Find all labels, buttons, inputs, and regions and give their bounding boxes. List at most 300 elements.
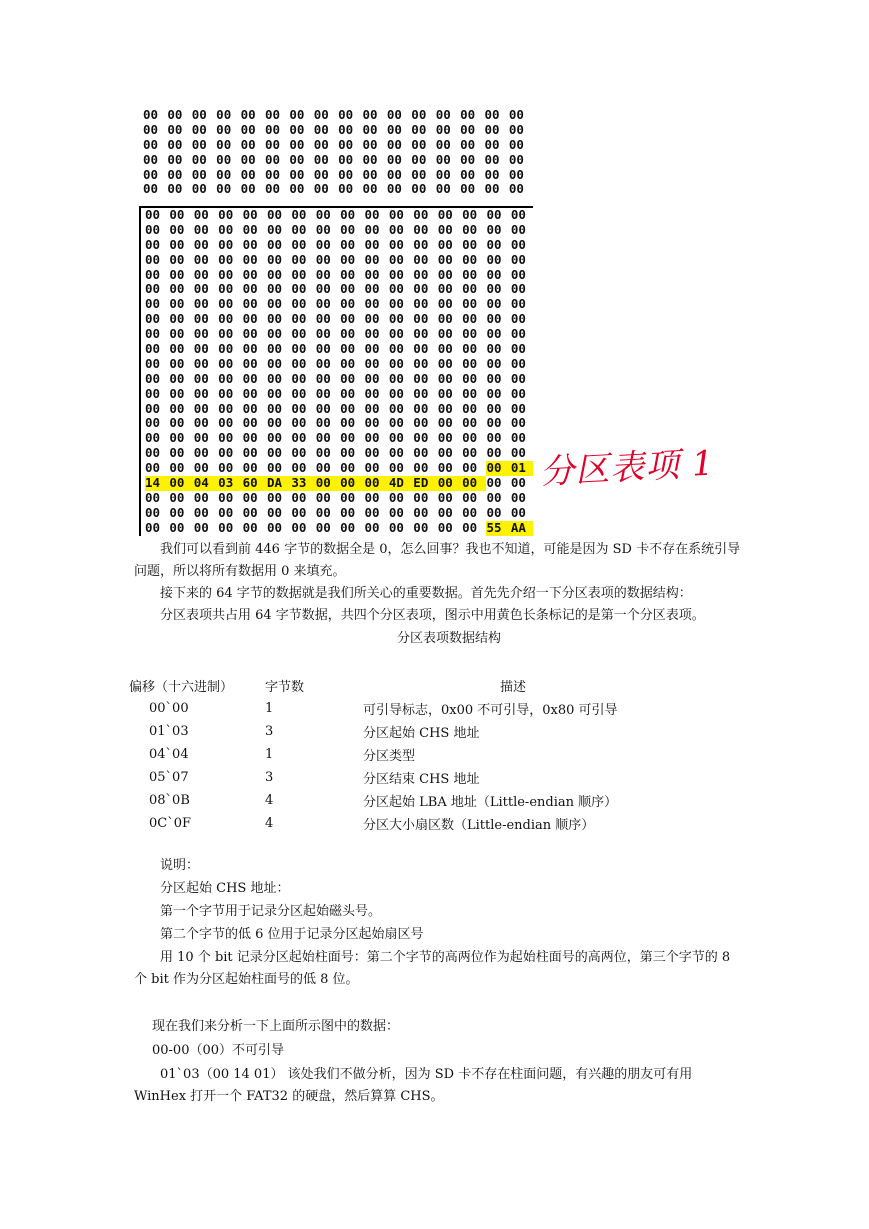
hex-byte: 00: [388, 415, 404, 431]
hex-byte: 00: [364, 355, 380, 371]
hex-byte: 00: [169, 370, 185, 386]
hex-byte: 00: [264, 166, 281, 182]
hex-byte: 00: [340, 445, 356, 461]
hex-byte: 00: [266, 385, 283, 401]
hex-byte: 00: [242, 445, 258, 461]
hex-byte: 00: [145, 355, 161, 371]
hex-byte: 00: [242, 251, 258, 267]
hex-byte: 00: [486, 207, 502, 222]
hex-byte: 00: [169, 504, 185, 520]
hex-byte: 00: [462, 385, 478, 401]
cell-offset: 00`00: [149, 701, 189, 716]
hex-byte: 00: [193, 311, 209, 327]
hex-byte: 00: [315, 221, 331, 237]
hex-byte: 00: [364, 281, 380, 297]
hex-byte: 00: [510, 281, 526, 297]
hex-byte: 00: [388, 430, 404, 446]
hex-byte: 00: [242, 519, 258, 535]
hex-byte: 00: [218, 251, 234, 267]
hex-byte: 00: [462, 207, 478, 222]
hex-byte: 00: [145, 460, 161, 476]
hex-byte: 00: [462, 281, 478, 297]
hex-byte: 00: [364, 326, 380, 342]
analysis-intro: 现在我们来分析一下上面所示图中的数据：: [152, 1019, 400, 1034]
hex-byte: 00: [242, 355, 258, 371]
hex-byte: 00: [340, 311, 356, 327]
hex-byte: 00: [510, 355, 526, 371]
hex-byte: 00: [169, 341, 185, 357]
hex-byte: 00: [437, 311, 453, 327]
hex-byte: 00: [266, 400, 283, 416]
hex-byte: 00: [386, 181, 402, 197]
hex-byte: 00: [218, 504, 234, 520]
hex-byte: 00: [388, 296, 404, 312]
hex-byte: 00: [145, 236, 161, 252]
table-title: 分区表项数据结构: [396, 631, 501, 646]
hex-byte: 00: [242, 415, 258, 431]
hex-byte: 00: [315, 326, 331, 342]
hex-byte: 00: [291, 519, 307, 535]
hex-byte: 00: [486, 400, 502, 416]
hex-byte: 00: [413, 281, 429, 297]
hex-byte: 00: [510, 311, 526, 327]
hex-byte: 00: [340, 296, 356, 312]
hex-byte: 4D: [389, 476, 413, 491]
hex-byte: 00: [193, 221, 209, 237]
hex-byte: 00: [510, 445, 526, 461]
hex-byte: 00: [486, 311, 502, 327]
hex-byte: 00: [291, 385, 307, 401]
hex-row: [141, 506, 533, 521]
cell-description: 分区起始 CHS 地址: [363, 726, 480, 741]
hex-byte: 00: [266, 341, 283, 357]
hex-byte: 00: [437, 355, 453, 371]
hex-byte: 00: [315, 489, 331, 505]
hex-byte: 00: [340, 266, 356, 282]
hex-row: [141, 521, 533, 536]
hex-byte: 00: [193, 236, 209, 252]
hex-byte: 00: [145, 430, 161, 446]
hex-byte: 00: [510, 296, 526, 312]
hex-byte: 00: [266, 296, 283, 312]
hex-row: [141, 476, 533, 491]
hex-byte: 00: [145, 281, 161, 297]
hex-byte: 00: [460, 121, 476, 137]
hex-byte: 00: [364, 504, 380, 520]
hex-byte: 00: [169, 326, 185, 342]
hex-byte: 00: [145, 266, 161, 282]
hex-byte: 00: [484, 166, 500, 182]
hex-byte: 00: [460, 151, 476, 167]
hex-byte: 00: [315, 281, 331, 297]
hex-byte: 00: [411, 136, 427, 152]
hex-byte: 00: [388, 281, 404, 297]
hex-row: [141, 387, 533, 402]
hex-byte: 00: [388, 251, 404, 267]
hex-byte: 00: [291, 445, 307, 461]
hex-byte: 00: [313, 136, 329, 152]
hex-byte: 00: [193, 266, 209, 282]
hex-byte: 00: [266, 236, 283, 252]
hex-byte: 00: [338, 136, 354, 152]
hex-byte: 00: [338, 181, 354, 197]
hex-byte: 00: [316, 476, 340, 491]
hex-byte: 00: [167, 166, 183, 182]
hex-byte: 00: [437, 251, 453, 267]
hex-row: [141, 282, 533, 297]
hex-byte: 00: [508, 151, 524, 167]
hex-byte: 00: [266, 370, 283, 386]
hex-byte: 00: [167, 151, 183, 167]
hex-byte: 00: [266, 460, 283, 476]
hex-byte: 00: [193, 355, 209, 371]
table-row: [129, 766, 663, 789]
hex-byte: 00: [145, 445, 161, 461]
hex-byte: 00: [462, 460, 478, 476]
hex-byte: 00: [437, 281, 453, 297]
hex-byte: 00: [291, 326, 307, 342]
hex-byte: 00: [315, 236, 331, 252]
hex-byte: 00: [484, 181, 500, 197]
hex-byte: 00: [437, 296, 453, 312]
hex-byte: 00: [266, 266, 283, 282]
hex-byte: 00: [242, 341, 258, 357]
hex-byte: 00: [437, 370, 453, 386]
cell-offset: 05`07: [149, 770, 189, 785]
hex-byte: 00: [510, 430, 526, 446]
hex-byte: 00: [437, 385, 453, 401]
hex-byte: 00: [510, 341, 526, 357]
hex-byte: 00: [411, 151, 427, 167]
hex-byte: 00: [462, 311, 478, 327]
hex-byte: 00: [486, 355, 502, 371]
hex-byte: 00: [388, 236, 404, 252]
hex-byte: 00: [315, 266, 331, 282]
hex-byte: 00: [169, 430, 185, 446]
hex-byte: 00: [437, 445, 453, 461]
hex-byte: 00: [486, 430, 502, 446]
hex-byte: 00: [362, 136, 378, 152]
analysis-bootable: 00-00（00）不可引导: [152, 1043, 285, 1058]
hex-byte: 00: [437, 207, 453, 222]
hex-byte: 00: [462, 221, 478, 237]
hex-byte: 00: [193, 207, 209, 222]
hex-row: [141, 372, 533, 387]
hex-byte: 00: [437, 430, 453, 446]
hex-byte: 00: [242, 489, 258, 505]
hex-byte: 00: [462, 326, 478, 342]
hex-byte: 00: [313, 151, 329, 167]
hex-byte: 00: [315, 504, 331, 520]
hex-byte: 00: [216, 151, 232, 167]
hex-byte: 00: [364, 266, 380, 282]
hex-byte: 00: [313, 108, 329, 122]
hex-byte: 00: [191, 151, 207, 167]
hex-byte: 00: [340, 326, 356, 342]
hex-byte: 00: [388, 489, 404, 505]
hex-byte: 00: [169, 207, 185, 222]
hex-byte: 00: [486, 385, 502, 401]
cell-bytes: 3: [265, 770, 274, 785]
hex-byte: 00: [291, 355, 307, 371]
hex-byte: 00: [364, 445, 380, 461]
hex-byte: 00: [364, 415, 380, 431]
hex-byte: 00: [145, 519, 161, 535]
hex-byte: 00: [364, 385, 380, 401]
hex-byte: 00: [462, 504, 478, 520]
hex-byte: 55: [486, 521, 510, 536]
cell-description: 分区起始 LBA 地址（Little-endian 顺序）: [363, 795, 618, 810]
hex-dump-bottom: [139, 206, 533, 536]
hex-byte: 00: [364, 370, 380, 386]
hex-byte: 00: [437, 266, 453, 282]
cell-offset: 08`0B: [149, 793, 190, 808]
hex-byte: 00: [462, 489, 478, 505]
hex-byte: 00: [364, 207, 380, 222]
hex-byte: 00: [169, 281, 185, 297]
hex-row: [141, 208, 533, 223]
hex-byte: 00: [413, 385, 429, 401]
hex-byte: 00: [218, 519, 234, 535]
hex-byte: 00: [313, 166, 329, 182]
hex-row: [141, 253, 533, 268]
hex-byte: 00: [216, 166, 232, 182]
hex-byte: 00: [145, 415, 161, 431]
hex-byte: 00: [216, 108, 232, 122]
hex-byte: 00: [388, 207, 404, 222]
hex-byte: 00: [169, 400, 185, 416]
hex-byte: 00: [510, 326, 526, 342]
hex-byte: 00: [510, 475, 526, 491]
hex-byte: 00: [242, 266, 258, 282]
hex-byte: 00: [291, 370, 307, 386]
hex-byte: 00: [364, 251, 380, 267]
hex-byte: 00: [386, 108, 402, 122]
hex-byte: 00: [264, 136, 281, 152]
header-description: 描述: [499, 680, 526, 695]
hex-byte: 00: [362, 151, 378, 167]
hex-byte: 00: [438, 476, 462, 491]
hex-byte: 00: [242, 460, 258, 476]
hex-byte: 00: [486, 221, 502, 237]
hex-byte: 00: [266, 221, 283, 237]
hex-byte: 04: [194, 476, 218, 491]
hex-byte: 00: [145, 221, 161, 237]
hex-byte: 00: [266, 430, 283, 446]
hex-byte: 00: [242, 385, 258, 401]
hex-row: [141, 357, 533, 372]
hex-byte: 00: [460, 136, 476, 152]
hex-byte: 00: [437, 460, 453, 476]
hex-byte: 00: [266, 489, 283, 505]
hex-byte: 00: [340, 489, 356, 505]
hex-byte: 00: [216, 121, 232, 137]
hex-byte: 00: [386, 121, 402, 137]
hex-byte: 00: [191, 108, 207, 122]
hex-byte: 00: [193, 445, 209, 461]
hex-row: [141, 223, 533, 238]
hex-byte: 00: [169, 519, 185, 535]
hex-byte: 00: [411, 166, 427, 182]
hex-byte: 00: [143, 181, 159, 197]
hex-byte: 00: [462, 296, 478, 312]
hex-byte: 00: [193, 400, 209, 416]
hex-byte: 00: [266, 311, 283, 327]
hex-byte: 00: [291, 311, 307, 327]
hex-byte: 00: [486, 341, 502, 357]
hex-byte: 00: [460, 108, 476, 122]
hex-byte: 00: [365, 476, 389, 491]
handwritten-annotation: 分区表项 1: [539, 443, 716, 493]
hex-byte: 00: [242, 370, 258, 386]
hex-row: [139, 153, 531, 168]
hex-byte: 00: [437, 326, 453, 342]
hex-byte: 00: [143, 166, 159, 182]
hex-byte: 00: [462, 236, 478, 252]
hex-byte: 00: [169, 311, 185, 327]
header-bytes: 字节数: [265, 680, 305, 695]
hex-byte: 00: [484, 136, 500, 152]
hex-byte: 00: [486, 281, 502, 297]
note-chs-start: 分区起始 CHS 地址：: [160, 881, 290, 896]
hex-byte: 00: [145, 207, 161, 222]
hex-byte: 00: [411, 121, 427, 137]
hex-byte: 00: [315, 296, 331, 312]
hex-byte: 00: [338, 121, 354, 137]
hex-byte: 00: [315, 207, 331, 222]
hex-byte: 00: [313, 121, 329, 137]
hex-byte: 00: [193, 489, 209, 505]
hex-byte: 00: [218, 281, 234, 297]
hex-byte: 00: [340, 504, 356, 520]
hex-byte: 00: [462, 415, 478, 431]
hex-byte: 00: [486, 266, 502, 282]
hex-byte: 00: [315, 430, 331, 446]
hex-byte: 00: [145, 326, 161, 342]
hex-byte: 00: [193, 281, 209, 297]
hex-byte: 00: [218, 236, 234, 252]
table-row: [129, 697, 663, 720]
hex-byte: 00: [218, 460, 234, 476]
hex-byte: 00: [242, 236, 258, 252]
hex-row: [139, 168, 531, 183]
hex-byte: 00: [242, 311, 258, 327]
hex-byte: 00: [388, 266, 404, 282]
hex-byte: 00: [143, 151, 159, 167]
hex-byte: 00: [437, 519, 453, 535]
hex-byte: 00: [167, 108, 183, 122]
hex-byte: 00: [191, 166, 207, 182]
hex-byte: 00: [218, 296, 234, 312]
hex-byte: 00: [289, 166, 305, 182]
hex-byte: 00: [289, 121, 305, 137]
hex-byte: 00: [364, 296, 380, 312]
hex-byte: 00: [264, 121, 281, 137]
hex-byte: 00: [143, 108, 159, 122]
hex-byte: 00: [413, 400, 429, 416]
hex-byte: 00: [413, 445, 429, 461]
hex-row: [141, 342, 533, 357]
hex-byte: 03: [218, 476, 242, 491]
hex-row: [139, 182, 531, 197]
hex-byte: 00: [242, 504, 258, 520]
hex-byte: 00: [313, 181, 329, 197]
hex-byte: 00: [510, 266, 526, 282]
hex-byte: 00: [413, 296, 429, 312]
hex-byte: 00: [484, 108, 500, 122]
hex-byte: 00: [413, 207, 429, 222]
hex-byte: 00: [315, 355, 331, 371]
hex-byte: 00: [218, 400, 234, 416]
hex-byte: 00: [413, 311, 429, 327]
hex-byte: 00: [315, 519, 331, 535]
hex-byte: 00: [143, 136, 159, 152]
hex-byte: 00: [340, 281, 356, 297]
hex-byte: 00: [218, 355, 234, 371]
hex-row: [141, 327, 533, 342]
hex-byte: 00: [486, 236, 502, 252]
hex-byte: 00: [413, 519, 429, 535]
hex-byte: 00: [508, 108, 524, 122]
hex-byte: 00: [145, 311, 161, 327]
hex-byte: 00: [218, 489, 234, 505]
hex-byte: 00: [193, 326, 209, 342]
table-row: [129, 812, 663, 835]
cell-bytes: 3: [265, 724, 274, 739]
paragraph-partition-entries: 分区表项共占用 64 字节数据，共四个分区表项，图示中用黄色长条标记的是第一个分区表项。: [160, 608, 705, 623]
hex-byte: 00: [388, 355, 404, 371]
hex-byte: 00: [266, 326, 283, 342]
hex-byte: 00: [289, 108, 305, 122]
hex-byte: 00: [193, 504, 209, 520]
hex-byte: 00: [340, 519, 356, 535]
hex-row: [141, 402, 533, 417]
hex-byte: 00: [462, 519, 478, 535]
hex-byte: 00: [218, 385, 234, 401]
hex-byte: 00: [388, 504, 404, 520]
hex-byte: 00: [169, 236, 185, 252]
hex-byte: 00: [193, 370, 209, 386]
hex-byte: 00: [315, 415, 331, 431]
hex-byte: 00: [218, 341, 234, 357]
hex-byte: 00: [145, 251, 161, 267]
hex-byte: 00: [145, 341, 161, 357]
hex-byte: 00: [413, 504, 429, 520]
hex-row: [141, 461, 533, 476]
hex-byte: 00: [291, 460, 307, 476]
hex-byte: 00: [338, 151, 354, 167]
hex-byte: 00: [364, 311, 380, 327]
hex-byte: DA: [267, 476, 291, 491]
hex-byte: 00: [362, 166, 378, 182]
hex-byte: 00: [388, 445, 404, 461]
hex-byte: 00: [242, 207, 258, 222]
hex-byte: 00: [413, 489, 429, 505]
hex-byte: 00: [264, 181, 281, 197]
hex-byte: 00: [291, 341, 307, 357]
hex-byte: 00: [435, 136, 451, 152]
hex-byte: 00: [388, 326, 404, 342]
hex-byte: 00: [413, 430, 429, 446]
analysis-chs: 01`03（00 14 01） 该处我们不做分析，因为 SD 卡不存在柱面问题，有兴趣的朋友可有用 WinHex 打开一个 FAT32 的硬盘，然后算算 CHS。: [134, 1067, 693, 1104]
hex-byte: 00: [484, 121, 500, 137]
hex-byte: 00: [291, 236, 307, 252]
hex-byte: 00: [413, 266, 429, 282]
hex-byte: 00: [145, 400, 161, 416]
hex-byte: 00: [413, 221, 429, 237]
hex-byte: 00: [266, 445, 283, 461]
cell-offset: 0C`0F: [149, 816, 192, 831]
